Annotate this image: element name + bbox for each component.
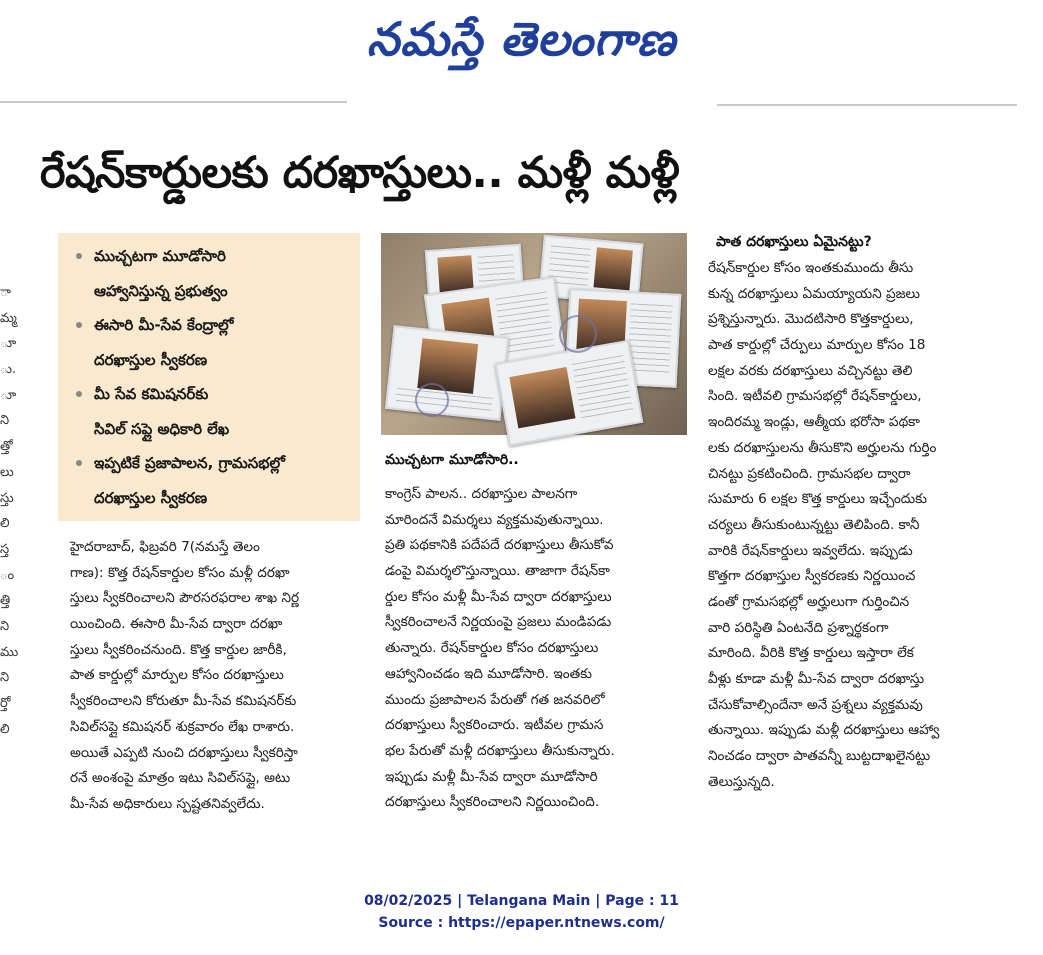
footer-source-link[interactable]: Source : https://epaper.ntnews.com/ bbox=[378, 915, 665, 931]
fragment-line: ం bbox=[0, 567, 15, 583]
fragment-line: లు bbox=[0, 464, 14, 480]
highlight-text: దరఖాస్తుల స్వీకరణ bbox=[94, 488, 208, 507]
article-line: వీళ్లు కూడా మళ్లీ మీ-సేవ ద్వారా దరఖాస్తు bbox=[708, 671, 925, 687]
article-line: చినట్టు ప్రకటించింది. గ్రామసభల ద్వారా bbox=[708, 465, 911, 482]
article-line: సుమారు 6 లక్షల కొత్త కార్డులు ఇచ్చేందుకు bbox=[708, 491, 927, 508]
article-line: డంపై విమర్శలొస్తున్నాయి. తాజాగా రేషన్‌కా bbox=[385, 563, 610, 580]
col3-subheading: పాత దరఖాస్తులు ఏమైనట్టు? bbox=[716, 234, 872, 250]
article-line: సివిల్‌సప్లై కమిషనర్ శుక్రవారం లేఖ రాశారు. bbox=[70, 718, 295, 735]
fragment-line: త్తి bbox=[0, 593, 11, 609]
article-line: కున్న దరఖాస్తులు ఏమయ్యాయని ప్రజలు bbox=[708, 285, 920, 302]
bullet-icon bbox=[76, 253, 82, 259]
stamp-icon bbox=[415, 383, 449, 417]
article-line: భల పేరుతో మళ్లీ దరఖాస్తులు తీసుకున్నారు. bbox=[385, 742, 615, 759]
article-line: సింది. ఇటీవలి గ్రామసభల్లో రేషన్‌కార్డులు, bbox=[708, 388, 922, 405]
highlight-text: ఇప్పటికే ప్రజాపాలన, గ్రామసభల్లో bbox=[94, 454, 285, 472]
highlight-item bbox=[76, 481, 350, 516]
fragment-line: స్తు bbox=[0, 490, 14, 506]
article-line: ప్రశ్నిస్తున్నారు. మొదటిసారి కొత్తకార్డులు, bbox=[708, 311, 914, 328]
fragment-line: లి bbox=[0, 516, 10, 532]
article-line: రనే అంశంపై మాత్రం ఇటు సివిల్‌సప్లై, అటు bbox=[70, 770, 291, 787]
highlight-text: సివిల్ సప్లై అధికారి లేఖ bbox=[94, 419, 230, 438]
article-line: ఇప్పుడు మళ్లీ మీ-సేవ ద్వారా మూడోసారి bbox=[385, 768, 598, 785]
article-column-1 bbox=[70, 535, 360, 818]
article-line: ప్రతి పథకానికి పదేపదే దరఖాస్తులు తీసుకోవ bbox=[385, 537, 614, 554]
highlights-box bbox=[58, 233, 360, 521]
highlight-text: ముచ్చటగా మూడోసారి bbox=[94, 247, 226, 265]
article-line: లకు దరఖాస్తులను తీసుకొని అర్హులను గుర్తిం bbox=[708, 439, 937, 456]
article-column-3 bbox=[708, 256, 1018, 795]
fragment-line: ర్తో bbox=[0, 696, 11, 711]
highlight-text: మీ సేవ కమిషనర్‌కు bbox=[94, 385, 209, 403]
bullet-icon bbox=[76, 391, 82, 397]
article-line: డంతో గ్రామసభల్లో అర్హులుగా గుర్తించిన bbox=[708, 593, 910, 610]
fragment-line: త్తో bbox=[0, 439, 13, 455]
article-line: ఆహ్వానించడం ఇది మూడోసారి. ఇంతకు bbox=[385, 665, 592, 682]
fragment-line: ు. bbox=[0, 362, 17, 378]
left-column-fragment bbox=[0, 280, 19, 820]
article-line: పాత కార్డుల్లో చేర్పులు మార్పుల కోసం 18 bbox=[708, 337, 926, 354]
fragment-line: ము bbox=[0, 644, 19, 660]
article-line: రేషన్‌కార్డుల కోసం ఇంతకుముందు తీసు bbox=[708, 260, 914, 276]
header-divider-left bbox=[0, 101, 347, 103]
highlight-item bbox=[76, 308, 350, 343]
fragment-line: ని bbox=[0, 618, 10, 634]
article-line: యించింది. ఈసారి మీ-సేవ ద్వారా దరఖా bbox=[70, 616, 283, 633]
article-line: దరఖాస్తులు స్వీకరించారు. ఇటీవల గ్రామస bbox=[385, 717, 604, 734]
fragment-line: లి bbox=[0, 721, 10, 737]
article-line: గాణ): కొత్త రేషన్‌కార్డుల కోసం మళ్లీ దరఖా bbox=[70, 564, 290, 581]
article-line: స్తులు స్వీకరించనుంది. కొత్త కార్డుల జారీకి, bbox=[70, 641, 287, 658]
highlight-item bbox=[76, 446, 350, 481]
article-line: నించడం ద్వారా పాతవన్నీ బుట్టదాఖలైనట్టు bbox=[708, 748, 931, 765]
article-line: ముందు ప్రజాపాలన పేరుతో గత జనవరిలో bbox=[385, 691, 605, 708]
article-line: హైదరాబాద్, ఫిబ్రవరి 7(నమస్తే తెలం bbox=[70, 539, 260, 555]
highlight-item bbox=[76, 412, 350, 447]
article-line: ర్డుల కోసం మళ్లీ మీ-సేవ ద్వారా దరఖాస్తులు bbox=[385, 588, 612, 605]
article-line: తున్నాయి. ఇప్పుడు మళ్లీ దరఖాస్తులు ఆహ్వా bbox=[708, 722, 940, 739]
highlight-text: ఈసారి మీ-సేవ కేంద్రాల్లో bbox=[94, 316, 234, 334]
article-line: మారింది. వీరికి కొత్త కార్డులు ఇస్తారా లేక bbox=[708, 645, 914, 662]
article-line: చర్యలు తీసుకుంటున్నట్టు తెలిపింది. కానీ bbox=[708, 516, 920, 533]
article-line: స్వీకరించాలనే నిర్ణయంపై ప్రజలు మండిపడు bbox=[385, 614, 612, 631]
article-line: తెలుస్తున్నది. bbox=[708, 773, 775, 790]
article-line: చేసుకోవాల్సిందేనా అనే ప్రశ్నలు వ్యక్తమవు bbox=[708, 696, 923, 713]
article-line: కొత్తగా దరఖాస్తుల స్వీకరణకు నిర్ణయించ bbox=[708, 568, 916, 585]
highlight-item bbox=[76, 274, 350, 309]
bullet-icon bbox=[76, 460, 82, 466]
article-column-2 bbox=[385, 482, 690, 816]
article-photo bbox=[381, 233, 687, 435]
col2-subheading: ముచ్చటగా మూడోసారి.. bbox=[385, 452, 519, 468]
article-line: స్వీకరించాలని కోరుతూ మీ-సేవ కమిషనర్‌కు bbox=[70, 693, 297, 710]
fragment-line: ని bbox=[0, 413, 10, 429]
article-line: కాంగ్రెస్ పాలన.. దరఖాస్తుల పాలనగా bbox=[385, 486, 578, 502]
article-line: వారి పరిస్థితి ఏంటనేది ప్రశ్నార్థకంగా bbox=[708, 619, 889, 636]
article-line: వారికి రేషన్‌కార్డులు ఇవ్వలేదు. ఇప్పుడు bbox=[708, 542, 913, 559]
article-line: మారిందనే విమర్శలు వ్యక్తమవుతున్నాయి. bbox=[385, 511, 604, 528]
article-line: పాత కార్డుల్లో మార్పుల కోసం దరఖాస్తులు bbox=[70, 667, 284, 684]
stamp-icon bbox=[559, 315, 597, 353]
fragment-line: ూ bbox=[0, 336, 17, 352]
headline: రేషన్‌కార్డులకు దరఖాస్తులు.. మళ్లీ మళ్లీ bbox=[40, 148, 680, 198]
highlight-item bbox=[76, 377, 350, 412]
article-line: మీ-సేవ అధికారులు స్పష్టతనివ్వలేదు. bbox=[70, 795, 265, 812]
highlight-item bbox=[76, 343, 350, 378]
fragment-line: స్త bbox=[0, 541, 10, 557]
article-line: తున్నారు. రేషన్‌కార్డుల కోసం దరఖాస్తులు bbox=[385, 640, 599, 657]
header-divider-right bbox=[717, 104, 1017, 106]
masthead-logo: నమస్తే తెలంగాణ bbox=[366, 12, 677, 66]
article-line: ఇందిరమ్మ ఇండ్లు, ఆత్మీయ భరోసా పథకా bbox=[708, 414, 920, 431]
fragment-line: మ్మ bbox=[0, 310, 17, 326]
highlight-text: దరఖాస్తుల స్వీకరణ bbox=[94, 350, 208, 369]
bullet-icon bbox=[76, 322, 82, 328]
highlight-text: ఆహ్వానిస్తున్న ప్రభుత్వం bbox=[94, 281, 228, 300]
article-line: అయితే ఎప్పటి నుంచి దరఖాస్తులు స్వీకరిస్తా bbox=[70, 744, 298, 761]
article-line: దరఖాస్తులు స్వీకరించాలని నిర్ణయించింది. bbox=[385, 794, 600, 811]
fragment-line: ా bbox=[0, 285, 11, 300]
fragment-line: ూ bbox=[0, 387, 17, 403]
footer-edition-info: 08/02/2025 | Telangana Main | Page : 11 bbox=[364, 893, 679, 909]
article-line: స్తులు స్వీకరించాలని పౌరసరఫరాల శాఖ నిర్ణ bbox=[70, 590, 300, 607]
fragment-line: ని bbox=[0, 670, 10, 686]
highlight-item bbox=[76, 239, 350, 274]
article-line: లక్షల వరకు దరఖాస్తులు వచ్చినట్టు తెలి bbox=[708, 362, 913, 379]
